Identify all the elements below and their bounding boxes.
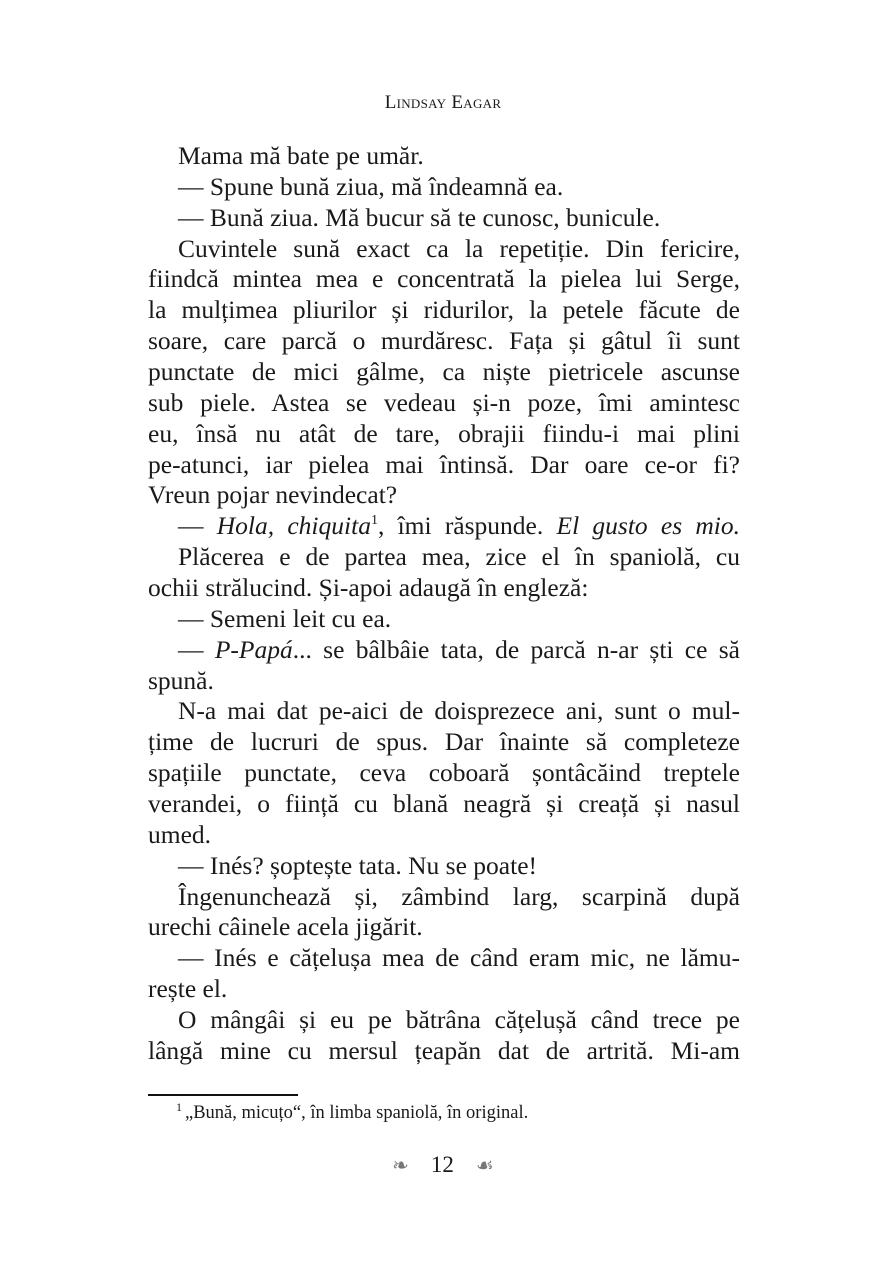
text-segment: lângă mine cu mersul țeapăn dat de artrită. Mi-am xyxy=(148,1035,740,1065)
text-line xyxy=(148,1005,740,1036)
text-line xyxy=(148,295,740,326)
text-segment: — Spune bună ziua, mă îndeamnă ea. xyxy=(178,171,564,201)
text-segment: soare, care parcă o murdăresc. Fața și gâtul îi sunt xyxy=(148,326,740,356)
text-line xyxy=(148,511,740,542)
text-line xyxy=(148,1036,740,1067)
italic-text: P-Papá xyxy=(214,634,293,664)
text-line xyxy=(148,264,740,295)
running-header: Lindsay Eagar xyxy=(384,92,502,113)
text-segment: — Semeni leit cu ea. xyxy=(178,603,392,633)
text-line xyxy=(148,419,740,450)
text-segment: urechi câinele acela jigărit. xyxy=(148,912,423,942)
page-footer xyxy=(0,1152,886,1178)
text-line xyxy=(148,912,740,943)
text-segment: — xyxy=(178,634,215,664)
text-line xyxy=(148,604,740,635)
text-line xyxy=(148,542,740,573)
text-line xyxy=(148,234,740,265)
text-segment: — xyxy=(178,511,217,541)
text-line xyxy=(148,326,740,357)
text-segment: spațiile punctate, ceva coboară șontâcăind treptele xyxy=(148,758,740,788)
text-segment: ochii strălucind. Și-apoi adaugă în engleză: xyxy=(148,573,589,603)
text-line xyxy=(148,573,740,604)
text-line xyxy=(148,943,740,974)
text-segment: pe-atunci, iar pielea mai întinsă. Dar oare ce-or fi? xyxy=(148,449,740,479)
text-line xyxy=(148,635,740,666)
text-segment: Mama mă bate pe umăr. xyxy=(178,141,424,170)
page-number: 12 xyxy=(430,1152,454,1177)
text-segment: sub piele. Astea se vedeau și-n poze, îmi amintesc xyxy=(148,387,740,417)
text-line xyxy=(148,172,740,203)
footnote xyxy=(176,1100,529,1124)
text-segment: umed. xyxy=(148,819,212,849)
text-segment: , îmi răspunde. xyxy=(377,511,557,541)
text-segment: ... se bâlbâie tata, de parcă n-ar ști ce să xyxy=(292,634,740,664)
text-line xyxy=(148,388,740,419)
text-segment: Cuvintele sună exact ca la repetiție. Din fericire, xyxy=(178,233,740,263)
ornament-left-icon: ❧ xyxy=(392,1155,409,1177)
text-line xyxy=(148,820,740,851)
text-segment: — Inés? șoptește tata. Nu se poate! xyxy=(178,850,538,880)
text-line xyxy=(148,974,740,1005)
text-line xyxy=(148,203,740,234)
footnote-text: „Bună, micuțo“, în limba spaniolă, în original. xyxy=(185,1103,529,1123)
text-line xyxy=(148,758,740,789)
text-line xyxy=(148,357,740,388)
footnote-marker: 1 xyxy=(176,1100,182,1114)
text-segment: eu, însă nu atât de tare, obrajii fiindu-i mai plini xyxy=(148,418,740,448)
text-segment: spună. xyxy=(148,665,214,695)
text-line xyxy=(148,666,740,697)
text-segment: N-a mai dat pe-aici de doisprezece ani, sunt o mul- xyxy=(178,696,740,726)
text-line xyxy=(148,789,740,820)
text-segment: verandei, o ființă cu blană neagră și creață și nasul xyxy=(148,789,740,819)
footnote-rule xyxy=(148,1094,298,1096)
text-segment: fiindcă mintea mea e concentrată la pielea lui Serge, xyxy=(148,264,740,294)
text-segment: O mângâi și eu pe bătrâna cățelușă când trece pe xyxy=(178,1005,740,1035)
text-segment: — Bună ziua. Mă bucur să te cunosc, bunicule. xyxy=(178,202,661,232)
text-line xyxy=(148,480,740,511)
text-segment: țime de lucruri de spus. Dar înainte să completeze xyxy=(148,727,740,757)
text-line xyxy=(148,851,740,882)
text-segment: Vreun pojar nevindecat? xyxy=(148,480,398,510)
footnote-reference: 1 xyxy=(370,513,378,529)
text-segment: rește el. xyxy=(148,974,228,1004)
text-line xyxy=(148,882,740,913)
ornament-right-icon: ☙ xyxy=(475,1155,494,1177)
italic-text: El gusto es mio. xyxy=(556,511,741,541)
text-line xyxy=(148,696,740,727)
text-segment: — Inés e cățelușa mea de când eram mic, ne lămu- xyxy=(178,943,740,973)
text-segment: Îngenunchează și, zâmbind larg, scarpină după xyxy=(178,881,740,911)
text-segment: punctate de mici gâlme, ca niște pietricele ascunse xyxy=(148,357,740,387)
text-line xyxy=(148,141,740,172)
text-segment: Plăcerea e de partea mea, zice el în spaniolă, cu xyxy=(178,542,740,572)
text-line xyxy=(148,727,740,758)
text-line xyxy=(148,450,740,481)
body-text xyxy=(148,141,740,1067)
italic-text: Hola, chiquita xyxy=(216,511,371,541)
text-segment: la mulțimea pliurilor și ridurilor, la petele făcute de xyxy=(148,295,740,325)
